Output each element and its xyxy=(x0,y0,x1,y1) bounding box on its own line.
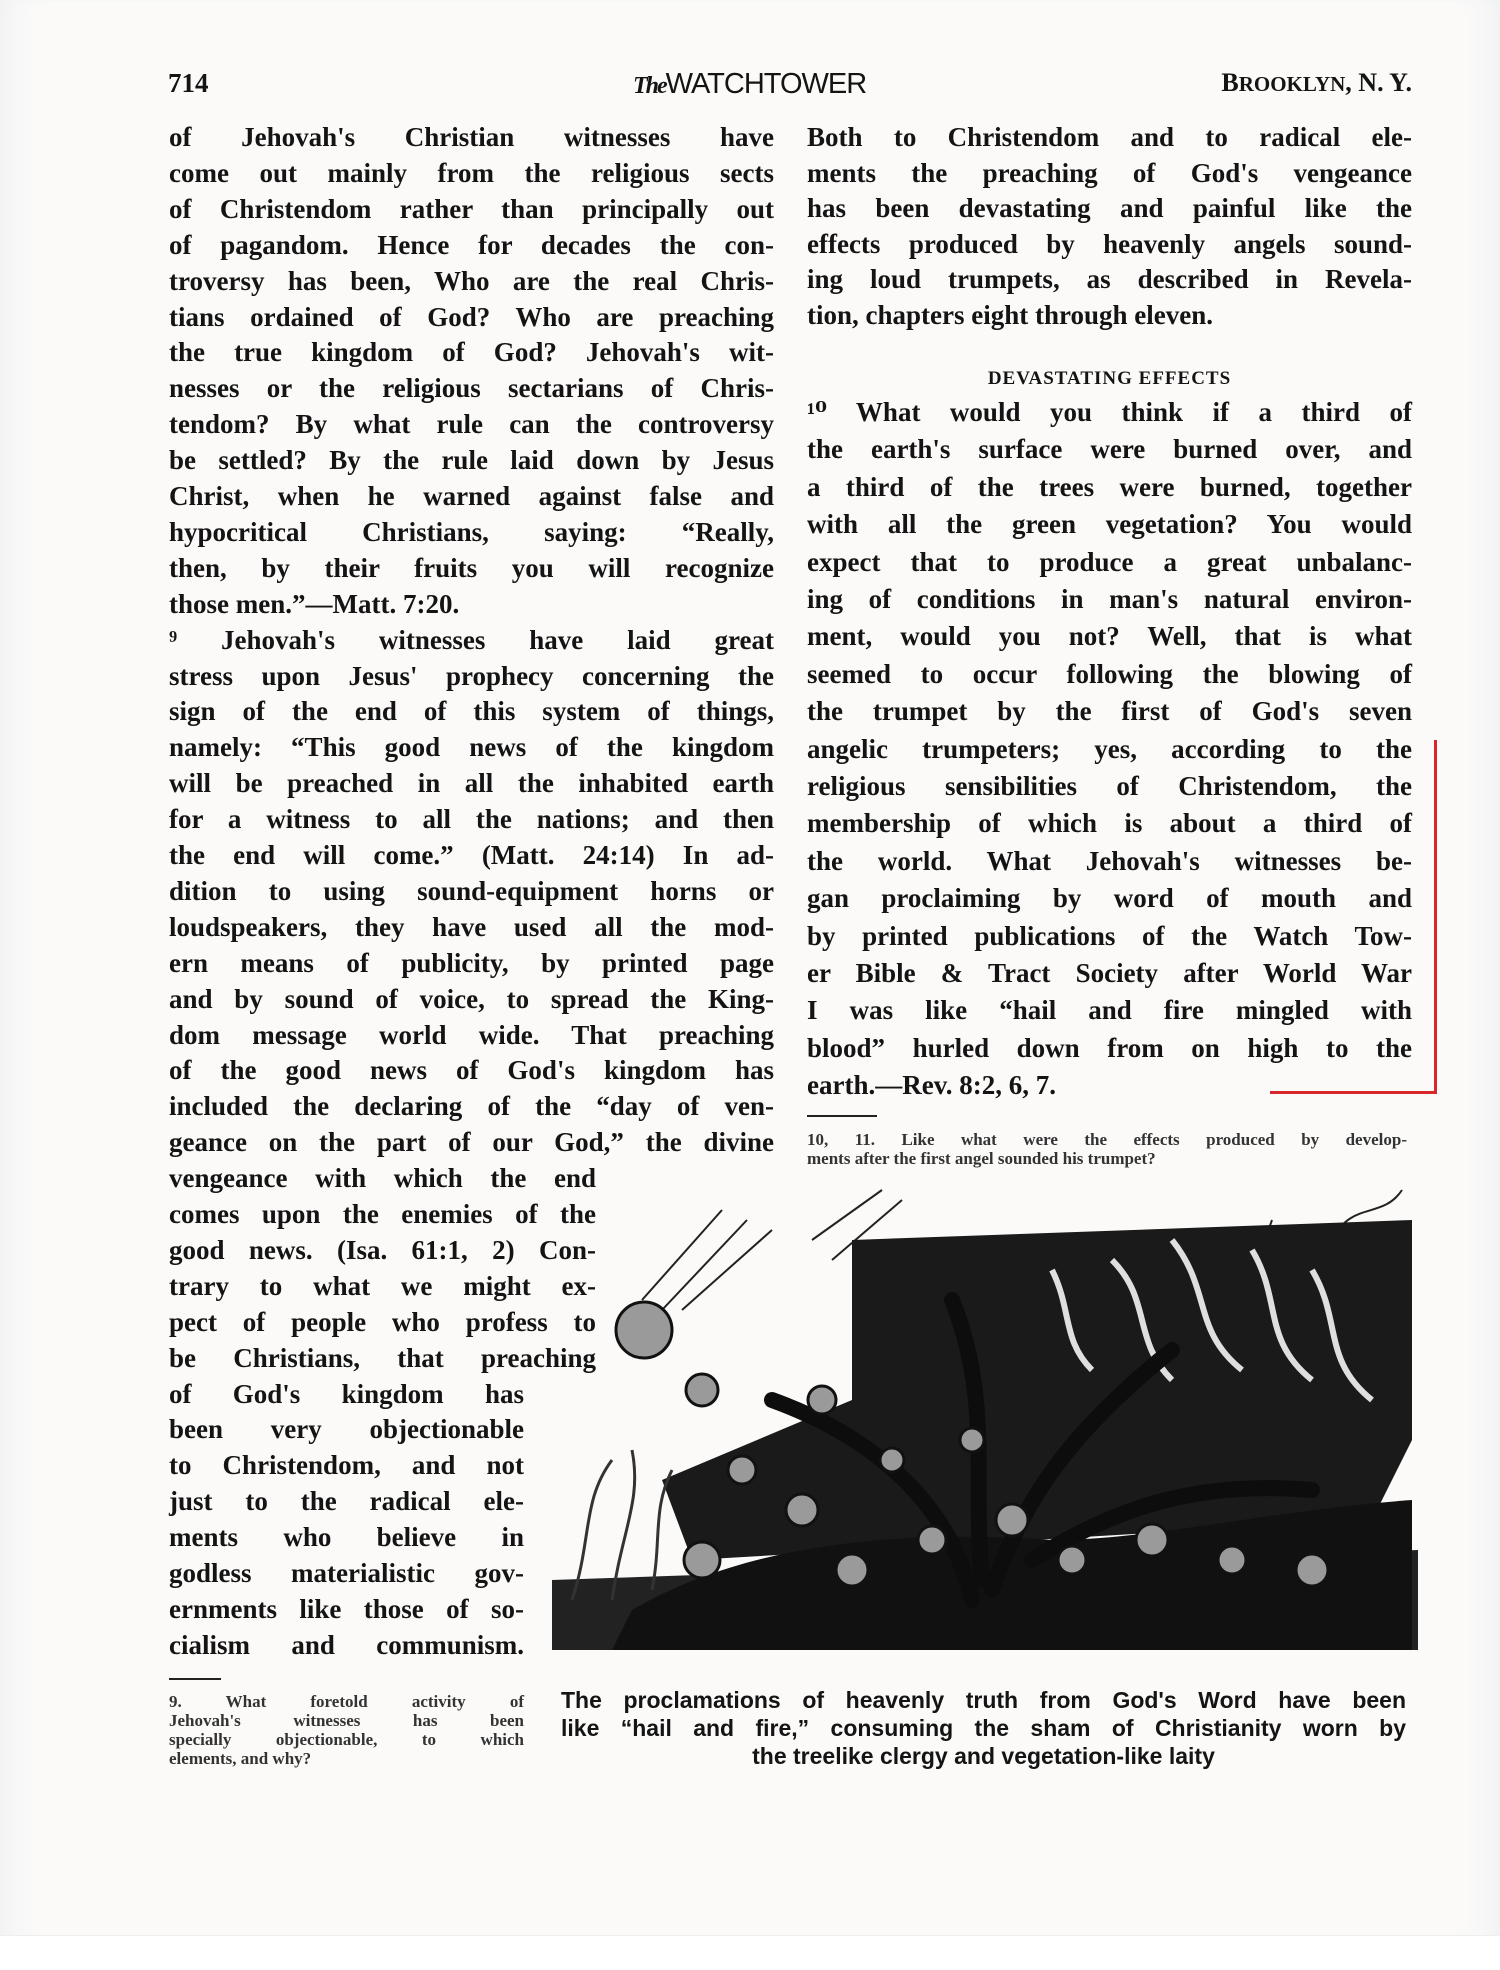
footnote-line: elements, and why? xyxy=(169,1749,312,1768)
hailstone xyxy=(786,1494,818,1526)
masthead-title: WATCHTOWER xyxy=(665,68,867,100)
hailstone xyxy=(960,1428,984,1452)
hailstone xyxy=(808,1386,836,1414)
hailstone xyxy=(836,1554,868,1586)
footnote-rule xyxy=(169,1678,221,1680)
hailstone xyxy=(684,1542,720,1578)
masthead-the: The xyxy=(633,73,666,99)
footnote-line: 10, 11. Like what were the effects produced by develop- xyxy=(807,1130,1407,1149)
annotation-bracket-foot xyxy=(1270,1091,1437,1094)
hailstone xyxy=(728,1456,756,1484)
hailstone xyxy=(1058,1546,1086,1574)
hailstone xyxy=(1218,1546,1246,1574)
hailstone xyxy=(616,1302,672,1358)
place-initial: B xyxy=(1221,68,1239,97)
page-number: 714 xyxy=(168,68,209,98)
footnote-line: specially objectionable, to which xyxy=(169,1730,524,1749)
hailstone xyxy=(1136,1524,1168,1556)
masthead xyxy=(633,68,866,101)
footnote-line: 9. What foretold activity of xyxy=(169,1692,524,1711)
hailstone xyxy=(996,1504,1028,1536)
illustration-hail-and-fire xyxy=(552,1180,1418,1670)
caption-line: the treelike clergy and vegetation-like laity xyxy=(752,1743,1215,1769)
footnote-line: ments after the first angel sounded his trumpet? xyxy=(807,1149,1156,1168)
caption-line: The proclamations of heavenly truth from God's Word have been xyxy=(561,1687,1406,1713)
hailstone xyxy=(880,1448,904,1472)
hailstone xyxy=(1296,1554,1328,1586)
section-heading: DEVASTATING EFFECTS xyxy=(987,368,1232,389)
place-tail: , N. Y. xyxy=(1345,68,1412,97)
place-smallcaps: ROOKLYN xyxy=(1238,72,1346,96)
footnote-rule xyxy=(807,1115,877,1117)
hailstone xyxy=(686,1374,718,1406)
hailstone xyxy=(918,1526,946,1554)
caption-line: like “hail and fire,” consuming the sham of Christianity worn by xyxy=(561,1715,1406,1741)
footnote-question-9 xyxy=(169,1692,524,1768)
annotation-bracket xyxy=(1434,740,1437,1094)
illustration-caption xyxy=(561,1686,1406,1770)
bottom-margin xyxy=(0,1935,1500,1970)
publication-place xyxy=(1221,68,1412,98)
footnote-line: Jehovah's witnesses has been xyxy=(169,1711,524,1730)
footnote-questions-10-11 xyxy=(807,1130,1407,1168)
